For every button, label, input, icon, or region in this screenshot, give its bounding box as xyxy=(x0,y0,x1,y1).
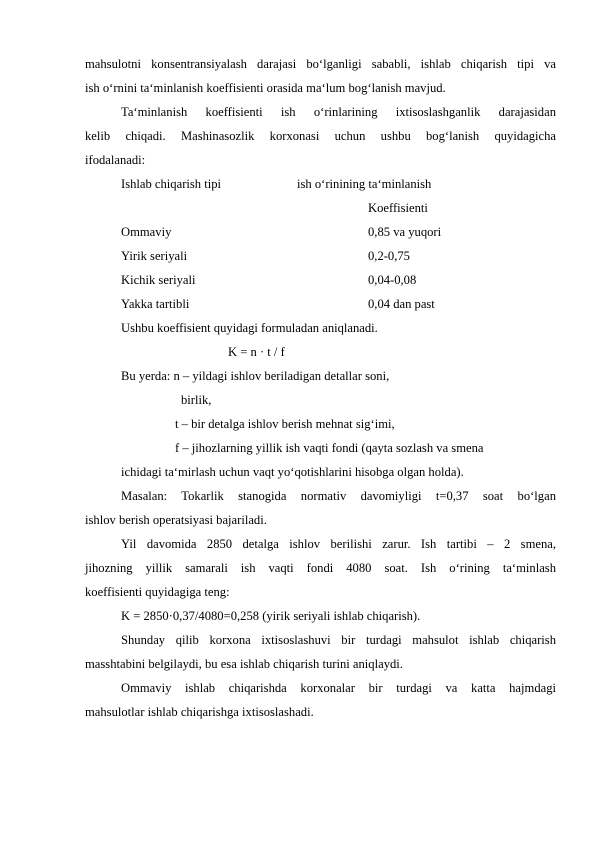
paragraph-line: mahsulotlar ishlab chiqarishga ixtisoslashadi. xyxy=(85,705,314,719)
table-header-coef-cont: Koeffisienti xyxy=(368,201,428,215)
formula: K = n · t / f xyxy=(228,345,285,359)
table-header-row xyxy=(85,176,556,200)
paragraph-line: kelib chiqadi. Mashinasozlik korxonasi uchun ushbu bog‘lanish quyidagicha xyxy=(85,129,556,143)
formula-where: birlik, xyxy=(181,393,212,407)
paragraph-line: Shunday qilib korxona ixtisoslashuvi bir turdagi mahsulot ishlab chiqarish xyxy=(121,633,556,647)
paragraph-line: Masalan: Tokarlik stanogida normativ davomiyligi t=0,37 soat bo‘lgan xyxy=(121,489,556,503)
paragraph-line: masshtabini belgilaydi, bu esa ishlab chiqarish turini aniqlaydi. xyxy=(85,657,403,671)
table-cell-type: Kichik seriyali xyxy=(121,273,196,287)
paragraph-line: ish o‘rnini ta‘minlanish koeffisienti orasida ma‘lum bog‘lanish mavjud. xyxy=(85,81,446,95)
table-cell-type: Ommaviy xyxy=(121,225,172,239)
table-row xyxy=(85,272,556,296)
paragraph-line: Yil davomida 2850 detalga ishlov berilishi zarur. Ish tartibi – 2 smena, xyxy=(121,537,556,551)
paragraph-line: Ta‘minlanish koeffisienti ish o‘rinlarining ixtisoslashganlik darajasidan xyxy=(121,105,556,119)
table-header-coef: ish o‘rinining ta‘minlanish xyxy=(297,177,432,191)
table-cell-type: Yirik seriyali xyxy=(121,249,188,263)
paragraph-line: koeffisienti quyidagiga teng: xyxy=(85,585,230,599)
table-header-type: Ishlab chiqarish tipi xyxy=(121,177,222,191)
formula-intro: Ushbu koeffisient quyidagi formuladan aniqlanadi. xyxy=(121,321,378,335)
table-row xyxy=(85,248,556,272)
paragraph-line: mahsulotni konsentransiyalash darajasi bo‘lganligi sababli, ishlab chiqarish tipi va xyxy=(85,57,556,71)
table-cell-coef: 0,85 va yuqori xyxy=(368,225,442,239)
document-page xyxy=(85,56,556,728)
paragraph-line: Ommaviy ishlab chiqarishda korxonalar bir turdagi va katta hajmdagi xyxy=(121,681,556,695)
table-cell-coef: 0,04 dan past xyxy=(368,297,435,311)
table-row xyxy=(85,224,556,248)
table-cell-coef: 0,04-0,08 xyxy=(368,273,417,287)
calculation: K = 2850·0,37/4080=0,258 (yirik seriyali ishlab chiqarish). xyxy=(121,609,421,623)
table-header-row xyxy=(85,200,556,224)
paragraph-line: jihozning yillik samarali ish vaqti fondi 4080 soat. Ish o‘rining ta‘minlash xyxy=(85,561,556,575)
formula-where: ichidagi ta‘mirlash uchun vaqt yo‘qotishlarini hisobga olgan holda). xyxy=(121,465,464,479)
formula-where: Bu yerda: n – yildagi ishlov beriladigan detallar soni, xyxy=(121,369,390,383)
paragraph-line: ifodalanadi: xyxy=(85,153,146,167)
table-cell-type: Yakka tartibli xyxy=(121,297,190,311)
formula-where: f – jihozlarning yillik ish vaqti fondi (qayta sozlash va smena xyxy=(175,441,484,455)
table-cell-coef: 0,2-0,75 xyxy=(368,249,410,263)
paragraph-line: ishlov berish operatsiyasi bajariladi. xyxy=(85,513,267,527)
formula-where: t – bir detalga ishlov berish mehnat sig‘imi, xyxy=(175,417,395,431)
table-row xyxy=(85,296,556,320)
